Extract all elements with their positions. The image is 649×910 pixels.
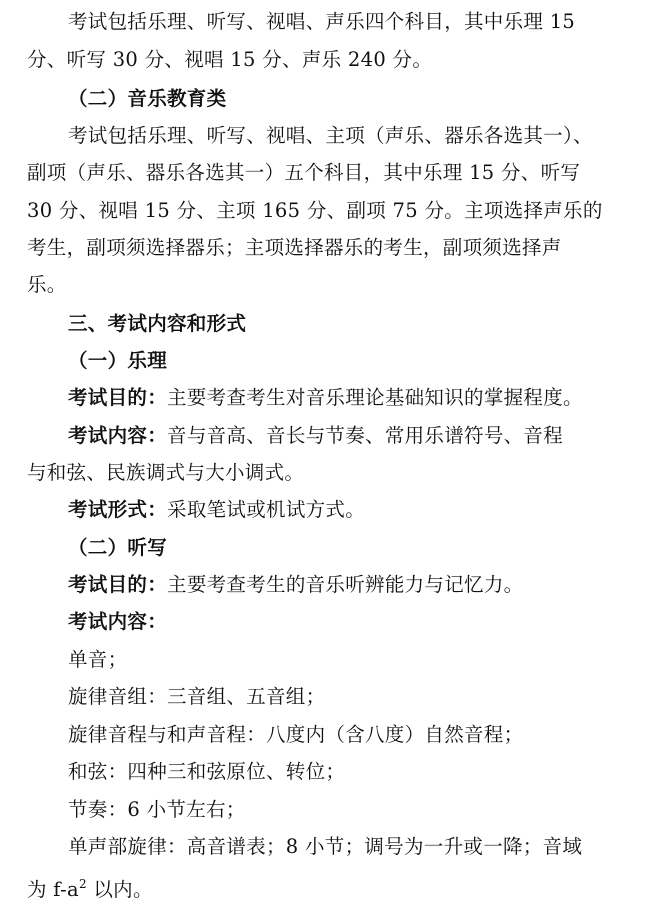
subheading-theory: （一）乐理 bbox=[68, 349, 168, 372]
range-superscript: 2 bbox=[78, 877, 87, 891]
dictation-goal-line bbox=[68, 570, 628, 600]
paragraph-line: 考试包括乐理、听写、视唱、主项（声乐、器乐各选其一）、 bbox=[68, 124, 593, 147]
list-item: 单音； bbox=[68, 648, 128, 671]
paragraph-line: 考生，副项须选择器乐；主项选择器乐的考生，副项须选择声 bbox=[27, 236, 562, 259]
goal-label: 考试目的： bbox=[68, 386, 168, 409]
goal-text: 主要考查考生对音乐理论基础知识的掌握程度。 bbox=[167, 386, 583, 409]
range-prefix: 为 f-a bbox=[27, 878, 79, 901]
theory-content-line bbox=[68, 421, 628, 451]
paragraph-line: 分、听写 30 分、视唱 15 分、声乐 240 分。 bbox=[27, 48, 433, 71]
list-item: 和弦：四种三和弦原位、转位； bbox=[68, 760, 346, 783]
paragraph-line: 乐。 bbox=[27, 273, 67, 296]
goal-label: 考试目的： bbox=[68, 573, 168, 596]
section-heading: 三、考试内容和形式 bbox=[68, 312, 247, 335]
form-text: 采取笔试或机试方式。 bbox=[167, 498, 366, 521]
paragraph-line: 副项（声乐、器乐各选其一）五个科目，其中乐理 15 分、听写 bbox=[27, 161, 581, 184]
goal-text: 主要考查考生的音乐听辨能力与记忆力。 bbox=[167, 573, 524, 596]
paragraph-line: 30 分、视唱 15 分、主项 165 分、副项 75 分。主项选择声乐的 bbox=[27, 199, 603, 222]
form-label: 考试形式： bbox=[68, 498, 168, 521]
content-text: 音与音高、音长与节奏、常用乐谱符号、音程 bbox=[167, 424, 564, 447]
content-label: 考试内容： bbox=[68, 424, 168, 447]
range-suffix: 以内。 bbox=[93, 878, 153, 901]
list-item: 旋律音程与和声音程：八度内（含八度）自然音程； bbox=[68, 723, 524, 746]
paragraph-line: 考试包括乐理、听写、视唱、声乐四个科目，其中乐理 15 bbox=[68, 10, 576, 33]
subheading-dictation: （二）听写 bbox=[68, 536, 168, 559]
theory-form-line bbox=[68, 495, 628, 525]
subheading-music-education: （二）音乐教育类 bbox=[68, 87, 227, 110]
paragraph-line: 与和弦、民族调式与大小调式。 bbox=[27, 461, 305, 484]
list-item: 节奏：6 小节左右； bbox=[68, 798, 246, 821]
range-line bbox=[27, 869, 627, 905]
list-item: 单声部旋律：高音谱表；8 小节；调号为一升或一降；音域 bbox=[68, 835, 583, 858]
content-label: 考试内容： bbox=[68, 610, 168, 633]
theory-goal-line bbox=[68, 383, 628, 413]
dictation-content-label-line bbox=[68, 607, 628, 637]
list-item: 旋律音组：三音组、五音组； bbox=[68, 685, 326, 708]
